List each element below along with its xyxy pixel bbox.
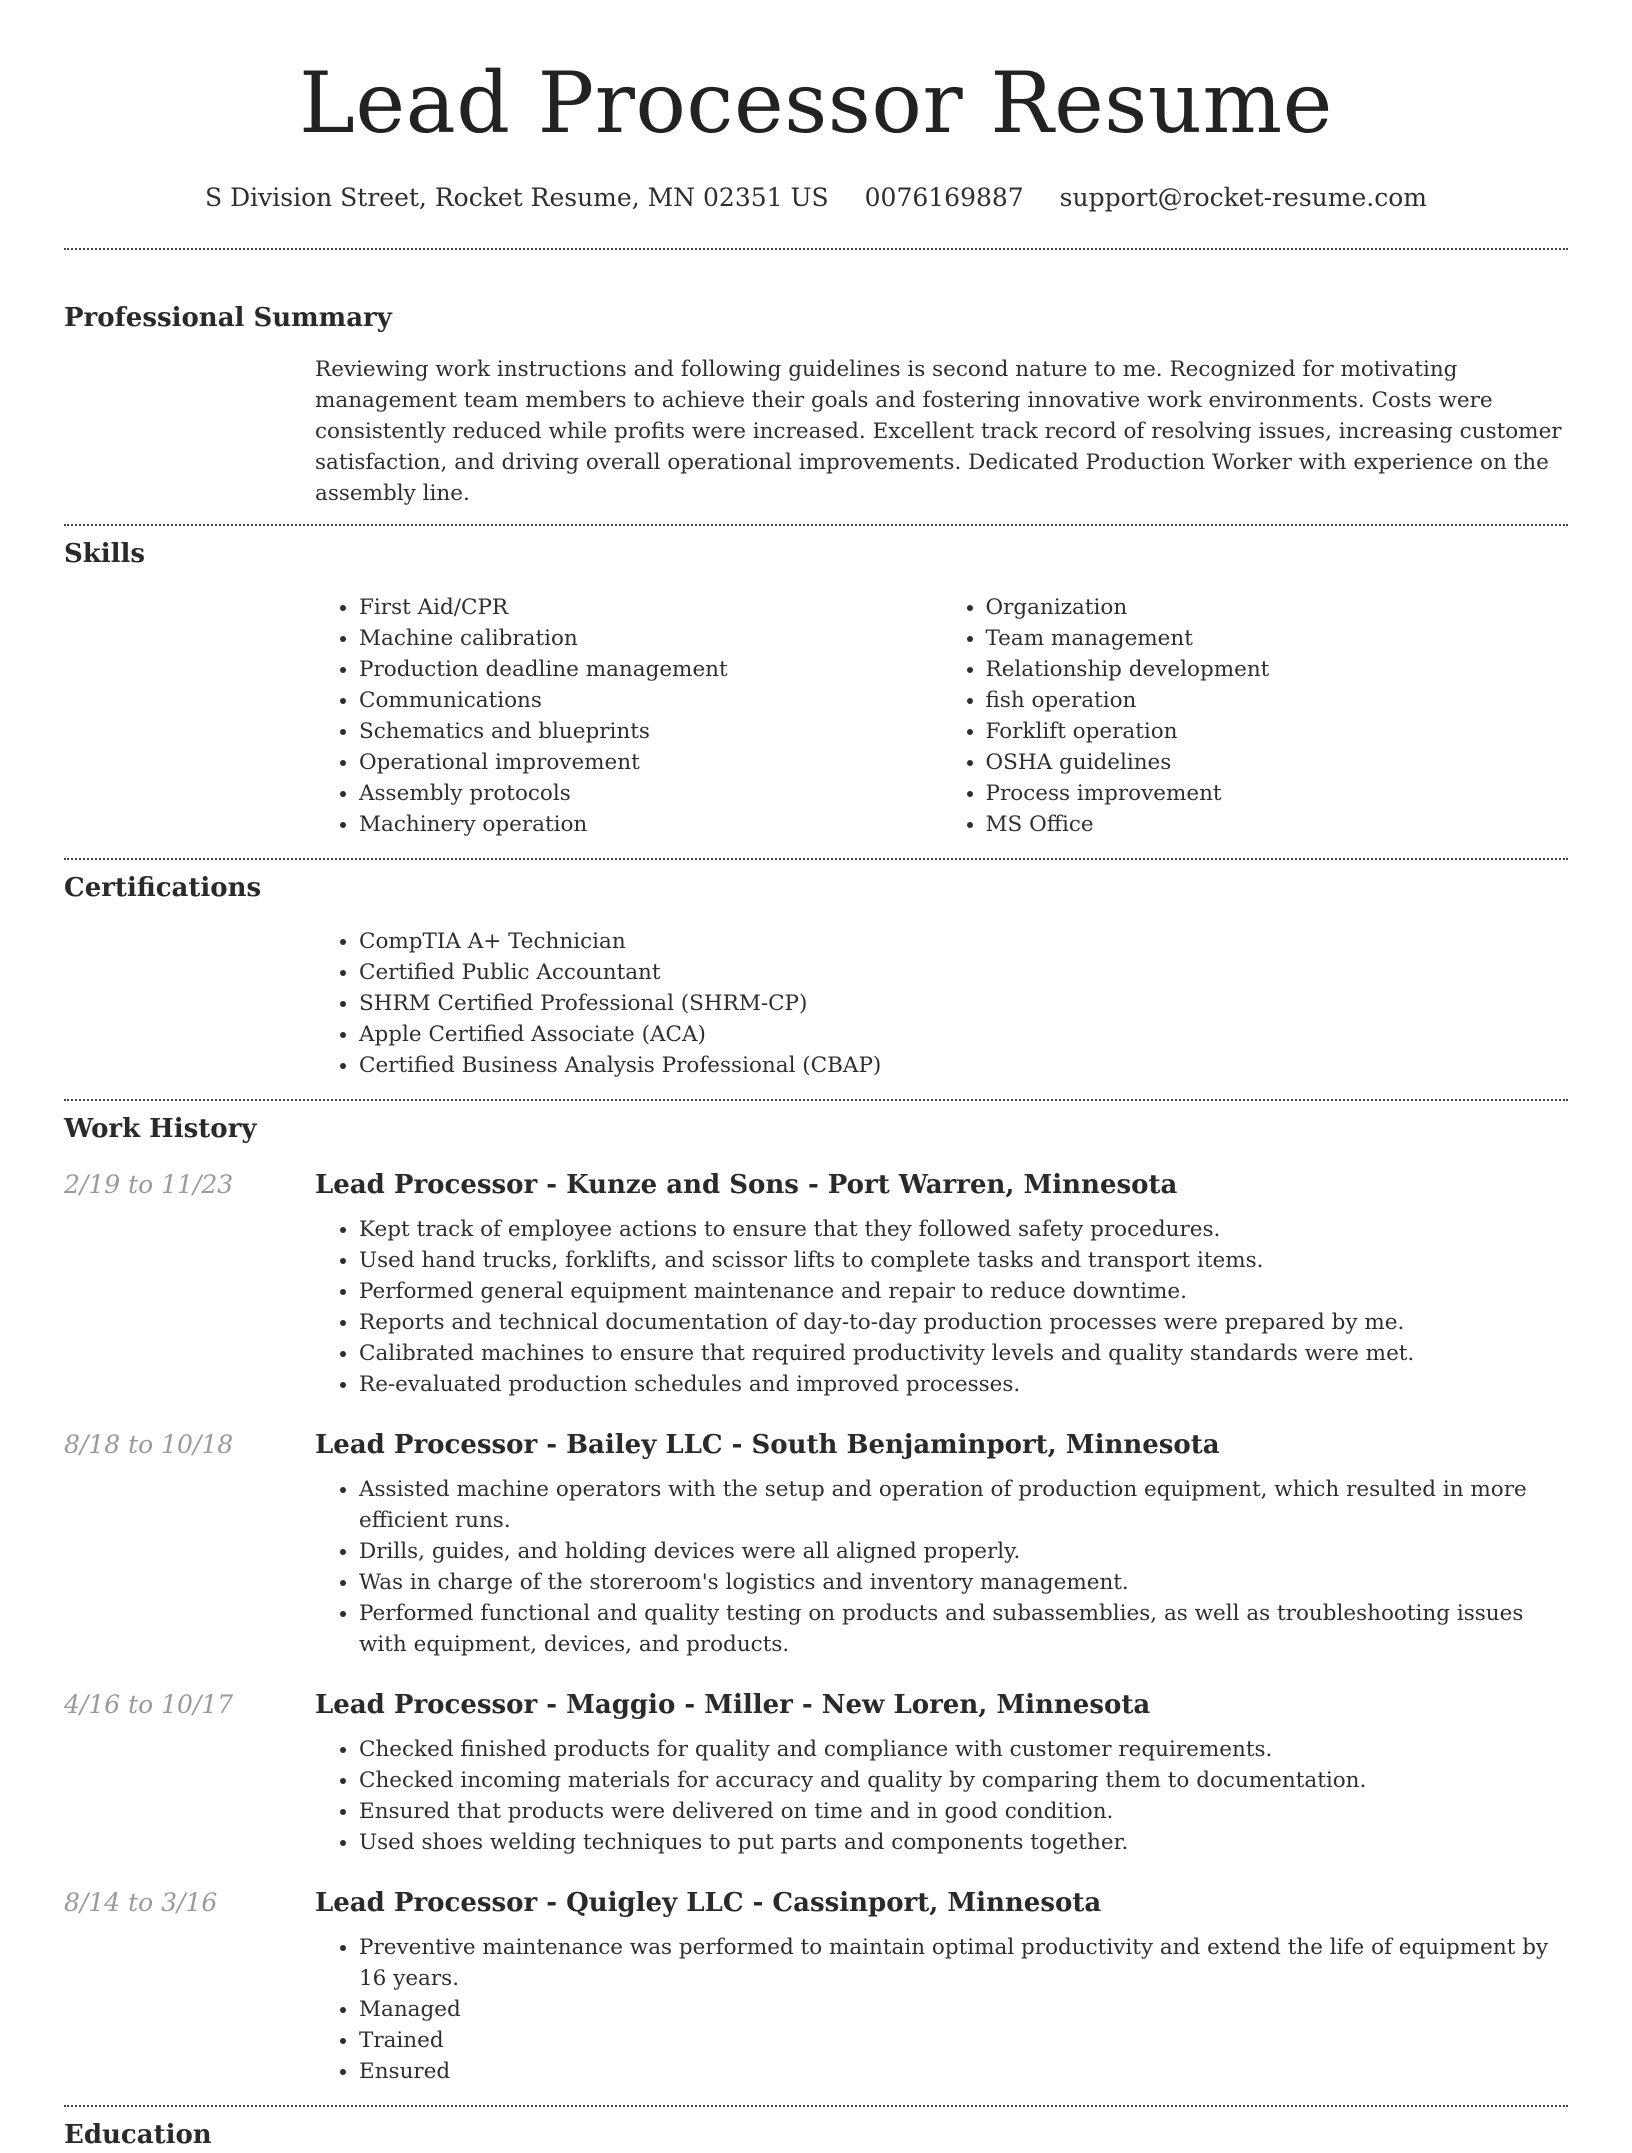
section-heading-skills: Skills xyxy=(64,539,146,569)
job-bullets xyxy=(315,1474,1568,1660)
job-entry xyxy=(64,1427,1568,1660)
skill-item: • Operational improvement xyxy=(359,747,942,778)
job-bullets xyxy=(315,1214,1568,1400)
skill-item: • Organization xyxy=(986,592,1569,623)
skills-section xyxy=(64,526,1568,840)
skills-list-right xyxy=(942,592,1569,840)
skill-item: • Assembly protocols xyxy=(359,778,942,809)
job-bullet: • Drills, guides, and holding devices were all aligned properly. xyxy=(359,1536,1568,1567)
certifications-section xyxy=(64,860,1568,1081)
section-heading-education: Education xyxy=(64,2120,212,2150)
job-bullets xyxy=(315,1734,1568,1858)
skill-item: • Process improvement xyxy=(986,778,1569,809)
page-title: Lead Processor Resume xyxy=(299,54,1333,152)
job-bullets xyxy=(315,1932,1568,2087)
certifications-list xyxy=(315,926,1568,1081)
skill-item: • First Aid/CPR xyxy=(359,592,942,623)
skill-item: • fish operation xyxy=(986,685,1569,716)
job-entry xyxy=(64,1167,1568,1400)
skill-item: • Machine calibration xyxy=(359,623,942,654)
skills-list-left xyxy=(315,592,942,840)
job-dates: 4/16 to 10/17 xyxy=(64,1690,234,1719)
section-heading-summary: Professional Summary xyxy=(64,303,392,333)
work-history-section xyxy=(64,1101,1568,2087)
job-entry xyxy=(64,1885,1568,2087)
summary-section xyxy=(64,250,1568,509)
job-bullet: • Ensured xyxy=(359,2056,1568,2087)
job-dates: 8/14 to 3/16 xyxy=(64,1888,218,1917)
skill-item: • OSHA guidelines xyxy=(986,747,1569,778)
job-bullet: • Performed general equipment maintenance and repair to reduce downtime. xyxy=(359,1276,1568,1307)
skill-item: • Communications xyxy=(359,685,942,716)
job-bullet: • Checked incoming materials for accuracy and quality by comparing them to documentation. xyxy=(359,1765,1568,1796)
certification-item: • Certified Public Accountant xyxy=(359,957,1568,988)
certification-item: • Apple Certified Associate (ACA) xyxy=(359,1019,1568,1050)
certification-item: • CompTIA A+ Technician xyxy=(359,926,1568,957)
email-text: support@rocket-resume.com xyxy=(1059,183,1427,212)
skill-item: • Relationship development xyxy=(986,654,1569,685)
job-bullet: • Managed xyxy=(359,1994,1568,2025)
skill-item: • Team management xyxy=(986,623,1569,654)
skill-item: • Machinery operation xyxy=(359,809,942,840)
certification-item: • Certified Business Analysis Professional (CBAP) xyxy=(359,1050,1568,1081)
section-heading-certifications: Certifications xyxy=(64,873,262,903)
skill-item: • Forklift operation xyxy=(986,716,1569,747)
job-bullet: • Reports and technical documentation of day-to-day production processes were prepared by me. xyxy=(359,1307,1568,1338)
skill-item: • Schematics and blueprints xyxy=(359,716,942,747)
job-bullet: • Kept track of employee actions to ensure that they followed safety procedures. xyxy=(359,1214,1568,1245)
job-bullet: • Calibrated machines to ensure that required productivity levels and quality standards were met. xyxy=(359,1338,1568,1369)
job-bullet: • Used shoes welding techniques to put parts and components together. xyxy=(359,1827,1568,1858)
skill-item: • Production deadline management xyxy=(359,654,942,685)
contact-line xyxy=(64,178,1568,218)
phone-text: 0076169887 xyxy=(864,183,1024,212)
address-text: S Division Street, Rocket Resume, MN 02351 US xyxy=(205,183,829,212)
job-title: Lead Processor - Bailey LLC - South Benjaminport, Minnesota xyxy=(315,1430,1220,1460)
summary-text: Reviewing work instructions and following guidelines is second nature to me. Recognized for motivating management team members to achieve their goals and fostering innovative work environments. Costs were consistently reduced while profits were increased. Excellent track record of resolving issues, increasing customer satisfaction, and driving overall operational improvements. Dedicated Production Worker with experience on the assembly line. xyxy=(315,357,1562,506)
job-title: Lead Processor - Kunze and Sons - Port Warren, Minnesota xyxy=(315,1170,1178,1200)
job-dates: 2/19 to 11/23 xyxy=(64,1170,234,1199)
job-bullet: • Re-evaluated production schedules and improved processes. xyxy=(359,1369,1568,1400)
job-bullet: • Checked finished products for quality and compliance with customer requirements. xyxy=(359,1734,1568,1765)
job-bullet: • Trained xyxy=(359,2025,1568,2056)
section-heading-work-history: Work History xyxy=(64,1114,257,1144)
skill-item: • MS Office xyxy=(986,809,1569,840)
job-entry xyxy=(64,1687,1568,1858)
job-bullet: • Ensured that products were delivered on time and in good condition. xyxy=(359,1796,1568,1827)
job-bullet: • Performed functional and quality testing on products and subassemblies, as well as troubleshooting issues with equipment, devices, and products. xyxy=(359,1598,1568,1660)
education-section xyxy=(64,2107,1568,2153)
job-bullet: • Preventive maintenance was performed to maintain optimal productivity and extend the life of equipment by 16 years. xyxy=(359,1932,1568,1994)
job-bullet: • Was in charge of the storeroom's logistics and inventory management. xyxy=(359,1567,1568,1598)
job-bullet: • Used hand trucks, forklifts, and scissor lifts to complete tasks and transport items. xyxy=(359,1245,1568,1276)
certification-item: • SHRM Certified Professional (SHRM-CP) xyxy=(359,988,1568,1019)
job-title: Lead Processor - Quigley LLC - Cassinport, Minnesota xyxy=(315,1888,1102,1918)
job-dates: 8/18 to 10/18 xyxy=(64,1430,234,1459)
job-bullet: • Assisted machine operators with the setup and operation of production equipment, which resulted in more efficient runs. xyxy=(359,1474,1568,1536)
job-title: Lead Processor - Maggio - Miller - New Loren, Minnesota xyxy=(315,1690,1151,1720)
